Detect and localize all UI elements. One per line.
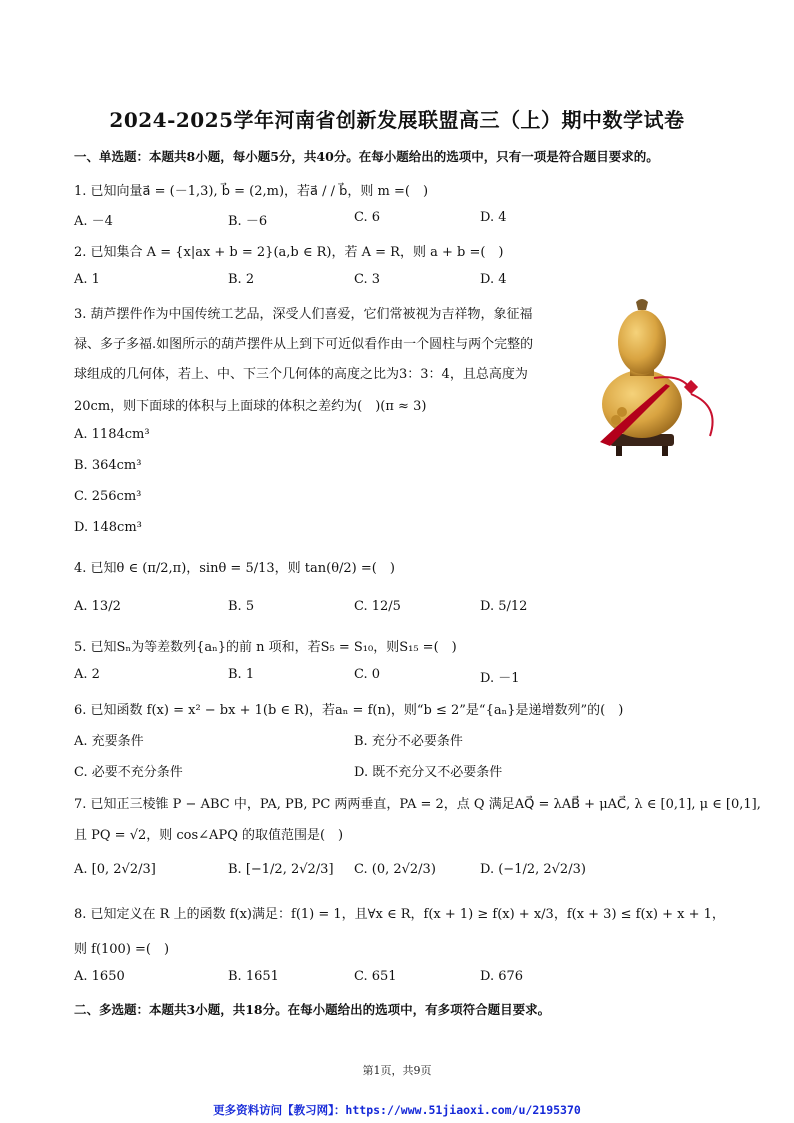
option-d: D. 4	[480, 210, 507, 225]
question-3-line-2: 禄、多子多福.如图所示的葫芦摆件从上到下可近似看作由一个圆柱与两个完整的	[74, 337, 534, 352]
option-c: C. 0	[354, 667, 381, 682]
option-a: A. 2	[74, 667, 100, 682]
option-c: C. 12/5	[354, 599, 401, 614]
question-7-line-1: 7. 已知正三棱锥 P − ABC 中，PA, PB, PC 两两垂直，PA = 2，点 Q 满足AQ⃗ = λAB⃗ + μAC⃗, λ ∈ [0,1], μ ∈ [0,1],	[74, 797, 761, 812]
option-d: D. (−1/2, 2√2/3)	[480, 862, 586, 877]
section-heading-single-choice: 一、单选题：本题共8小题，每小题5分，共40分。在每小题给出的选项中，只有一项是符合题目要求的。	[74, 149, 659, 164]
option-a: A. 13/2	[74, 599, 121, 614]
page-title: 2024-2025学年河南省创新发展联盟高三（上）期中数学试卷	[109, 108, 685, 132]
question-6-stem: 6. 已知函数 f(x) = x² − bx + 1(b ∈ R)，若aₙ = f(n)，则“b ≤ 2”是“{aₙ}是递增数列”的( )	[74, 703, 624, 718]
question-2-options	[74, 272, 734, 292]
option-b: B. 充分不必要条件	[354, 734, 463, 749]
option-a: A. 1650	[74, 969, 125, 984]
question-8-options	[74, 969, 734, 989]
option-b: B. 2	[228, 272, 255, 287]
option-c: C. 必要不充分条件	[74, 765, 183, 780]
gourd-ornament-image	[570, 296, 740, 466]
question-3-option-c: C. 256cm³	[74, 489, 142, 504]
option-d: D. 4	[480, 272, 507, 287]
question-3-option-d: D. 148cm³	[74, 520, 142, 535]
option-a: A. [0, 2√2/3]	[74, 862, 156, 877]
question-3-option-a: A. 1184cm³	[74, 427, 150, 442]
question-3-line-4: 20cm，则下面球的体积与上面球的体积之差约为( )(π ≈ 3)	[74, 399, 427, 414]
question-4-options	[74, 599, 734, 619]
option-b: B. 1	[228, 667, 255, 682]
question-6-options-row-1	[74, 730, 734, 750]
option-c: C. 3	[354, 272, 381, 287]
option-a: A. 1	[74, 272, 100, 287]
question-1-stem: 1. 已知向量a⃗ = (－1,3), b⃗ = (2,m)，若a⃗ / / b⃗，则 m =( )	[74, 184, 429, 199]
question-1-options	[74, 210, 734, 230]
option-a: A. 充要条件	[74, 734, 144, 749]
option-d: D. －1	[480, 671, 520, 686]
question-8-line-1: 8. 已知定义在 R 上的函数 f(x)满足：f(1) = 1，且∀x ∈ R，f(x + 1) ≥ f(x) + x/3，f(x + 3) ≤ f(x) + x + 1，	[74, 907, 725, 922]
question-8-line-2: 则 f(100) =( )	[74, 942, 170, 957]
page-number: 第1页，共9页	[362, 1064, 432, 1077]
option-c: C. 651	[354, 969, 397, 984]
option-b: B. [−1/2, 2√2/3]	[228, 862, 334, 877]
option-b: B. 1651	[228, 969, 279, 984]
question-5-stem: 5. 已知Sₙ为等差数列{aₙ}的前 n 项和，若S₅ = S₁₀，则S₁₅ =( )	[74, 640, 457, 655]
option-d: D. 既不充分又不必要条件	[354, 765, 503, 780]
question-2-stem: 2. 已知集合 A = {x|ax + b = 2}(a,b ∈ R)，若 A = R，则 a + b =( )	[74, 245, 504, 260]
question-7-options	[74, 862, 734, 882]
question-6-options-row-2	[74, 761, 734, 781]
question-4-stem: 4. 已知θ ∈ (π/2,π)，sinθ = 5/13，则 tan(θ/2) =( )	[74, 561, 395, 576]
section-heading-multi-choice: 二、多选题：本题共3小题，共18分。在每小题给出的选项中，有多项符合题目要求。	[74, 1002, 551, 1017]
option-a: A. －4	[74, 214, 113, 229]
promo-link[interactable]: 更多资料访问【教习网】：https://www.51jiaoxi.com/u/2195370	[213, 1103, 581, 1117]
option-c: C. (0, 2√2/3)	[354, 862, 436, 877]
question-5-options	[74, 667, 734, 687]
option-b: B. 5	[228, 599, 255, 614]
option-d: D. 5/12	[480, 599, 528, 614]
option-c: C. 6	[354, 210, 381, 225]
option-b: B. －6	[228, 214, 268, 229]
question-3-option-b: B. 364cm³	[74, 458, 142, 473]
question-3-line-3: 球组成的几何体，若上、中、下三个几何体的高度之比为3：3：4，且总高度为	[74, 367, 528, 382]
question-3-line-1: 3. 葫芦摆件作为中国传统工艺品，深受人们喜爱，它们常被视为吉祥物，象征福	[74, 307, 533, 322]
option-d: D. 676	[480, 969, 524, 984]
question-7-line-2: 且 PQ = √2，则 cos∠APQ 的取值范围是( )	[74, 828, 344, 843]
